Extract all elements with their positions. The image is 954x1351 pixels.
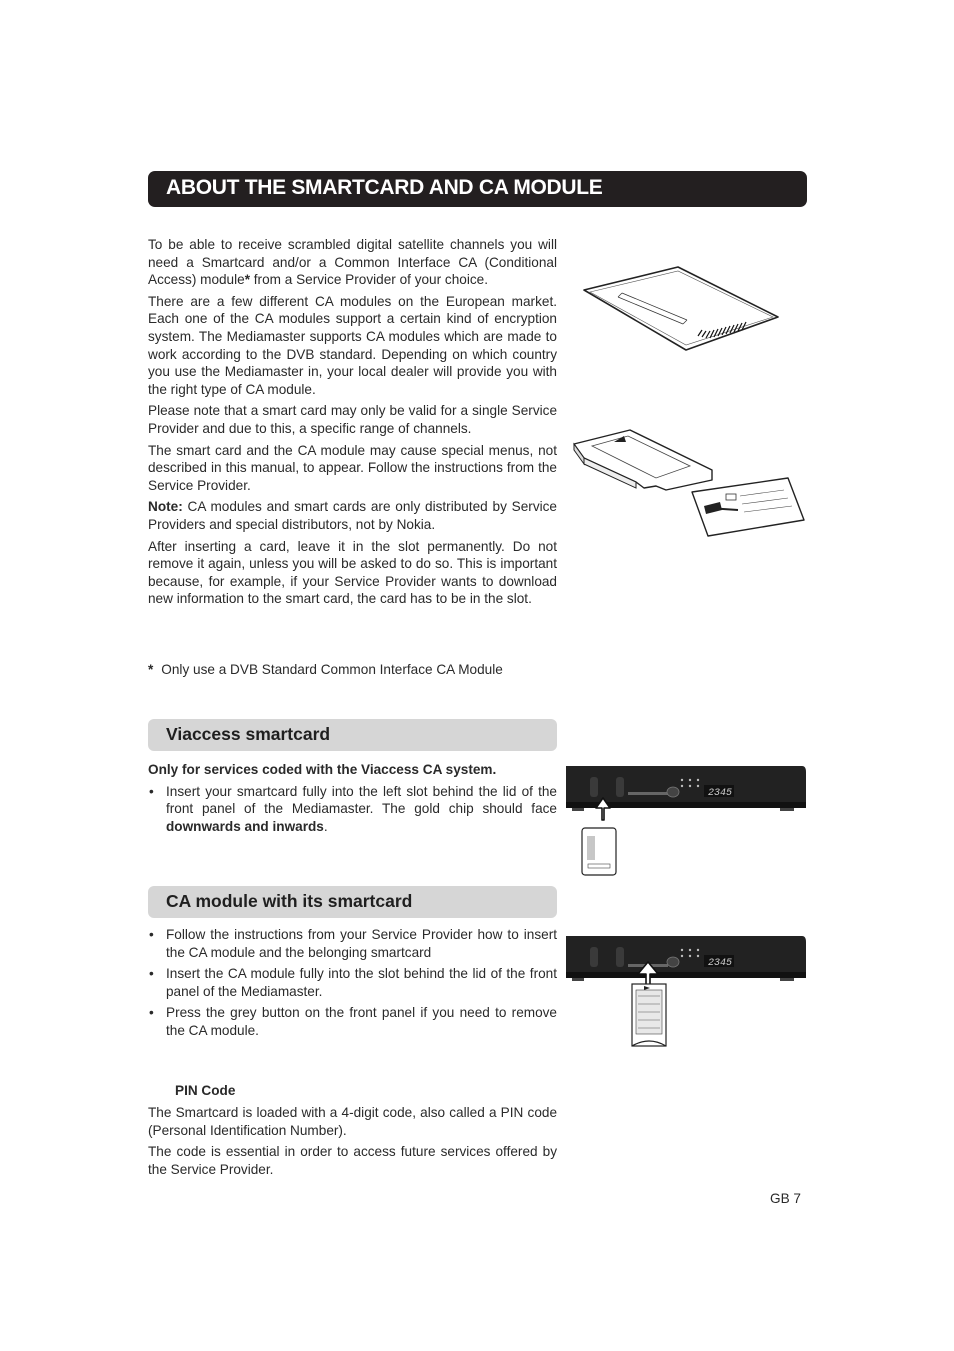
pin-heading-container	[175, 1082, 475, 1104]
note-paragraph: Note: CA modules and smart cards are only distributed by Service Providers and special distributors, not by Nokia.	[148, 499, 557, 532]
viaccess-section-heading	[148, 719, 557, 751]
list-item: • Insert your smartcard fully into the left slot behind the lid of the front panel of the Mediamaster. The gold chip should face downwards and inwards.	[148, 783, 557, 836]
list-item: • Press the grey button on the front panel if you need to remove the CA module.	[148, 1004, 557, 1039]
intro-paragraph-2: There are a few different CA modules on the European market. Each one of the CA modules support a certain kind of encryption system. The Mediamaster supports CA modules which are made to work according to the DVB standard. Depending on which country you use the Mediamaster in, your local dealer will provide you with the right type of CA module.	[148, 293, 557, 397]
footnote: * Only use a DVB Standard Common Interface CA Module	[148, 662, 503, 677]
receiver-illustration	[566, 934, 808, 1052]
list-item: • Insert the CA module fully into the slot behind the lid of the front panel of the Mediamaster.	[148, 965, 557, 1000]
intro-paragraph-6: After inserting a card, leave it in the slot permanently. Do not remove it again, unless you will be asked to do so. This is important because, for example, if your Service Provider wants to download new information to the smart card, the card has to be in the slot.	[148, 538, 557, 607]
ca-module-illustration	[570, 426, 810, 546]
receiver-insert-camodule-illustration	[566, 934, 808, 1052]
smartcard-illustration	[578, 262, 788, 357]
list-item: • Follow the instructions from your Service Provider how to insert the CA module and the belonging smartcard	[148, 926, 557, 961]
camodule-title: CA module with its smartcard	[166, 891, 413, 911]
intro-paragraph-1: To be able to receive scrambled digital satellite channels you will need a Smartcard and/or a Common Interface CA (Conditional Access) module* from a Service Provider of your choice.	[148, 237, 557, 288]
pin-heading: PIN Code	[175, 1083, 236, 1098]
intro-paragraph-3: Please note that a smart card may only be valid for a single Service Provider and due to this, a specific range of channels.	[148, 403, 557, 436]
pin-paragraph-2: The code is essential in order to access future services offered by the Service Provider.	[148, 1144, 557, 1177]
title-banner	[148, 171, 807, 207]
intro-text	[148, 236, 557, 612]
viaccess-title: Viaccess smartcard	[166, 724, 331, 744]
viaccess-lead: Only for services coded with the Viaccess CA system.	[148, 762, 497, 777]
page-number: GB 7	[770, 1191, 801, 1206]
page-title: ABOUT THE SMARTCARD AND CA MODULE	[166, 176, 603, 199]
front-panel-display: 2345	[708, 958, 733, 969]
viaccess-bullets	[148, 783, 557, 836]
front-panel-display: 2345	[708, 788, 733, 799]
intro-paragraph-4: The smart card and the CA module may cause special menus, not described in this manual, to appear. Follow the instructions from the Service Provider.	[148, 442, 557, 493]
pin-text	[148, 1104, 557, 1182]
camodule-section-heading	[148, 886, 557, 918]
pin-paragraph-1: The Smartcard is loaded with a 4-digit code, also called a PIN code (Personal Identification Number).	[148, 1105, 557, 1138]
camodule-bullets	[148, 926, 557, 1040]
camodule-text	[148, 926, 557, 1044]
receiver-illustration	[566, 764, 808, 880]
receiver-insert-smartcard-illustration	[566, 764, 808, 880]
viaccess-text	[148, 761, 557, 839]
